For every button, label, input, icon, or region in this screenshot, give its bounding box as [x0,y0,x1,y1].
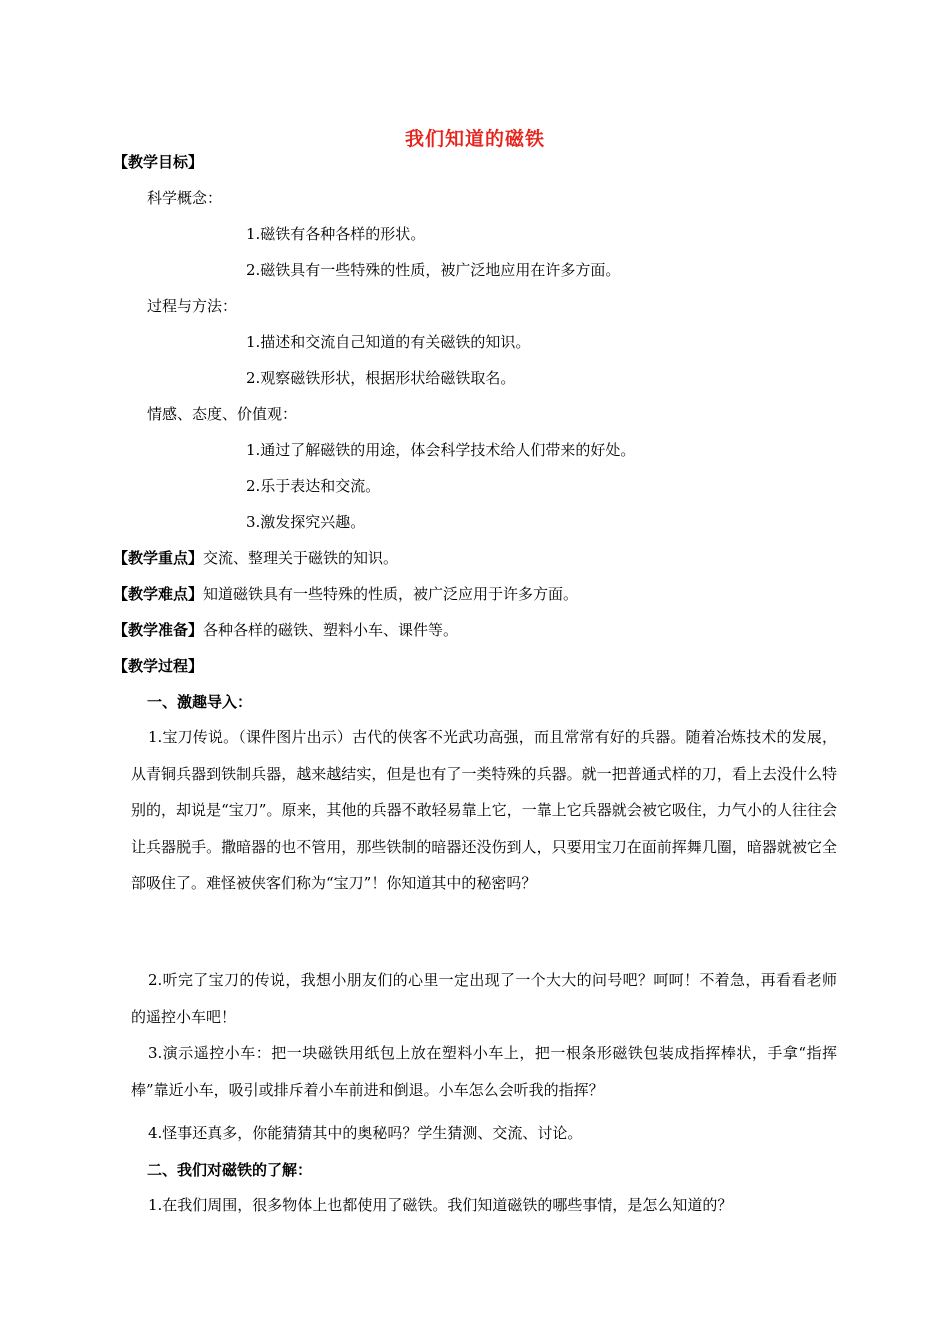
key-point-text: 交流、整理关于磁铁的知识。 [203,549,399,567]
attitude-label: 情感、态度、价值观： [147,405,298,423]
part1-paragraph: 3.演示遥控小车：把一块磁铁用纸包上放在塑料小车上，把一根条形磁铁包装成指挥棒状，手拿“指挥棒”靠近小车，吸引或排斥着小车前进和倒退。小车怎么会听我的指挥？ [131,1044,837,1099]
attitude-item: 3.激发探究兴趣。 [246,513,366,531]
preparation-text: 各种各样的磁铁、塑料小车、课件等。 [203,621,459,639]
concept-label: 科学概念： [147,189,223,207]
part2-heading: 二、我们对磁铁的了解： [147,1161,313,1179]
concept-item: 2.磁铁具有一些特殊的性质，被广泛地应用在许多方面。 [246,261,621,279]
part2-paragraph: 1.在我们周围，很多物体上也都使用了磁铁。我们知道磁铁的哪些事情，是怎么知道的？ [148,1196,733,1214]
difficulty-heading: 【教学难点】 [113,585,204,603]
part1-paragraph: 1.宝刀传说。（课件图片出示）古代的侠客不光武功高强，而且常常有好的兵器。随着冶炼技术的发展，从青铜兵器到铁制兵器，越来越结实，但是也有了一类特殊的兵器。就一把普通式样的刀，看上去没什么特别的，却说是“宝刀”。原来，其他的兵器不敢轻易靠上它，一靠上它兵器就会被它吸住，力气小的人往往会让兵器脱手。撒暗器的也不管用，那些铁制的暗器还没伤到人，只要用宝刀在面前挥舞几圈，暗器就被它全部吸住了。难怪被侠客们称为“宝刀”！你知道其中的秘密吗？ [131,728,837,892]
preparation-row [113,620,458,640]
goals-heading: 【教学目标】 [113,153,204,171]
key-point-row [113,548,398,568]
preparation-heading: 【教学准备】 [113,621,204,639]
attitude-item: 1.通过了解磁铁的用途，体会科学技术给人们带来的好处。 [246,441,636,459]
part1-paragraph: 4.怪事还真多，你能猜猜其中的奥秘吗？学生猜测、交流、讨论。 [148,1124,583,1142]
attitude-item: 2.乐于表达和交流。 [246,477,381,495]
part1-heading: 一、激趣导入： [147,693,253,711]
key-point-heading: 【教学重点】 [113,549,204,567]
document-title: 我们知道的磁铁 [404,128,545,150]
difficulty-text: 知道磁铁具有一些特殊的性质，被广泛应用于许多方面。 [203,585,579,603]
process-item: 2.观察磁铁形状，根据形状给磁铁取名。 [246,369,516,387]
process-label: 过程与方法： [147,297,238,315]
difficulty-row [113,584,578,604]
concept-item: 1.磁铁有各种各样的形状。 [246,225,426,243]
process-item: 1.描述和交流自己知道的有关磁铁的知识。 [246,333,531,351]
process-section-heading: 【教学过程】 [113,657,204,675]
part1-paragraph: 2.听完了宝刀的传说，我想小朋友们的心里一定出现了一个大大的问号吧？呵呵！不着急，再看看老师的遥控小车吧！ [131,971,837,1026]
